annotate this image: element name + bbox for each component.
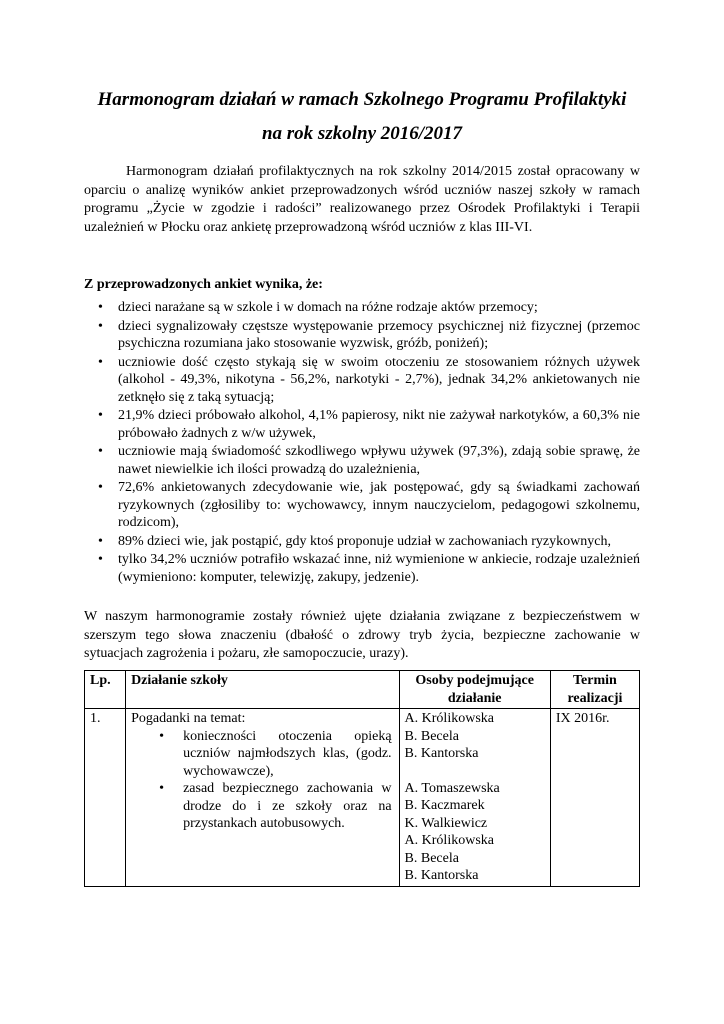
- header-term: Termin realizacji: [550, 671, 639, 709]
- cell-activity: [126, 709, 399, 887]
- safety-paragraph: W naszym harmonogramie zostały również ujęte działania związane z bezpieczeństwem w szerszym tego słowa znaczeniu (dbałość o zdrowy tryb życia, bezpieczne zachowanie w sytuacjach zagrożenia i pożaru, złe samopoczucie, urazy).: [84, 609, 640, 661]
- spacer: [405, 763, 545, 780]
- person-name: B. Kantorska: [404, 746, 479, 761]
- finding-item: [84, 318, 640, 353]
- bullet-icon: •: [98, 533, 103, 549]
- person-name: K. Walkiewicz: [404, 815, 488, 831]
- person-name: B. Becela: [404, 728, 459, 744]
- cell-lp: 1.: [85, 709, 126, 887]
- activity-text: zasad bezpiecznego zachowania w drodze do i ze szkoły oraz na przystankach autobusowych.: [183, 781, 392, 831]
- finding-item: [84, 407, 640, 442]
- activity-text: konieczności otoczenia opieką uczniów najmłodszych klas, (godz. wychowawcze),: [183, 728, 392, 779]
- bullet-icon: •: [98, 480, 103, 495]
- finding-text: tylko 34,2% uczniów potrafiło wskazać inne, niż wymienione w ankiecie, rodzaje uzależnień (wymieniono: komputer, telewizję, zakupy, jedzenie).: [118, 552, 640, 585]
- finding-text: 89% dzieci wie, jak postąpić, gdy ktoś proponuje udział w zachowaniach ryzykownych,: [118, 533, 611, 549]
- bullet-icon: •: [98, 318, 103, 334]
- cell-term: IX 2016r.: [550, 709, 639, 887]
- document-subtitle: na rok szkolny 2016/2017: [261, 123, 463, 144]
- finding-item: [84, 299, 640, 317]
- bullet-icon: •: [98, 300, 103, 315]
- header-lp: Lp.: [85, 671, 126, 709]
- finding-text: dzieci sygnalizowały częstsze występowanie przemocy psychicznej niż fizycznej (przemoc psychiczna rozumiana jako stosowanie wyzwisk, gróźb, poniżeń);: [118, 318, 640, 351]
- table-row: [85, 709, 640, 887]
- finding-item: [84, 479, 640, 532]
- bullet-icon: •: [159, 728, 164, 744]
- person-name: A. Tomaszewska: [404, 780, 500, 796]
- document-title: Harmonogram działań w ramach Szkolnego Programu Profilaktyki: [97, 89, 627, 110]
- activity-list: [131, 728, 393, 833]
- person-name: A. Królikowska: [404, 711, 494, 726]
- header-persons: Osoby podejmujące działanie: [399, 671, 550, 709]
- cell-persons: [399, 709, 550, 887]
- bullet-icon: •: [98, 444, 103, 459]
- finding-item: [84, 551, 640, 586]
- finding-text: 72,6% ankietowanych zdecydowanie wie, jak postępować, gdy są świadkami zachowań ryzykownych (zgłosiliby to: wychowawcy, innym nauczycielom, pedagogowi szkolnemu, rodzicom),: [118, 480, 640, 530]
- activity-item: [159, 780, 393, 833]
- finding-item: [84, 533, 640, 551]
- activity-item: [159, 728, 393, 781]
- header-activity: Działanie szkoły: [126, 671, 399, 709]
- person-name: B. Kaczmarek: [404, 798, 485, 813]
- bullet-icon: •: [159, 781, 164, 796]
- finding-text: 21,9% dzieci próbowało alkohol, 4,1% papierosy, nikt nie zażywał narkotyków, a 60,3% nie próbowało żadnych z w/w używek,: [118, 408, 640, 441]
- person-name: A. Królikowska: [404, 833, 494, 848]
- person-name: B. Becela: [404, 850, 459, 866]
- activity-intro: Pogadanki na temat:: [131, 711, 246, 726]
- person-name: B. Kantorska: [404, 868, 479, 883]
- finding-item: [84, 354, 640, 407]
- survey-heading: Z przeprowadzonych ankiet wynika, że:: [84, 277, 323, 292]
- table-header-row: [85, 671, 640, 709]
- finding-text: uczniowie mają świadomość szkodliwego wpływu używek (97,3%), zdają sobie sprawę, że nawet niewielkie ich ilości prowadzą do uzależnienia,: [118, 444, 640, 477]
- finding-text: dzieci narażane są w szkole i w domach na różne rodzaje aktów przemocy;: [118, 300, 538, 315]
- intro-paragraph: Harmonogram działań profilaktycznych na rok szkolny 2014/2015 został opracowany w oparciu o analizę wyników ankiet przeprowadzonych wśród uczniów naszej szkoły w ramach programu „Życie w zgodzie i radości” realizowanego przez Ośrodek Profilaktyki i Terapii uzależnień w Płocku oraz ankietę przeprowadzoną wśród uczniów z klas III-VI.: [84, 164, 640, 235]
- bullet-icon: •: [98, 552, 103, 567]
- finding-item: [84, 443, 640, 478]
- findings-list: [84, 299, 640, 587]
- finding-text: uczniowie dość często stykają się w swoim otoczeniu ze stosowaniem różnych używek (alkohol - 49,3%, nikotyna - 56,2%, narkotyki - 2,7%), jednak 34,2% ankietowanych nie zetknęło się z taką sytuacją;: [118, 354, 640, 405]
- bullet-icon: •: [98, 354, 103, 370]
- bullet-icon: •: [98, 408, 103, 423]
- schedule-table: [84, 670, 640, 887]
